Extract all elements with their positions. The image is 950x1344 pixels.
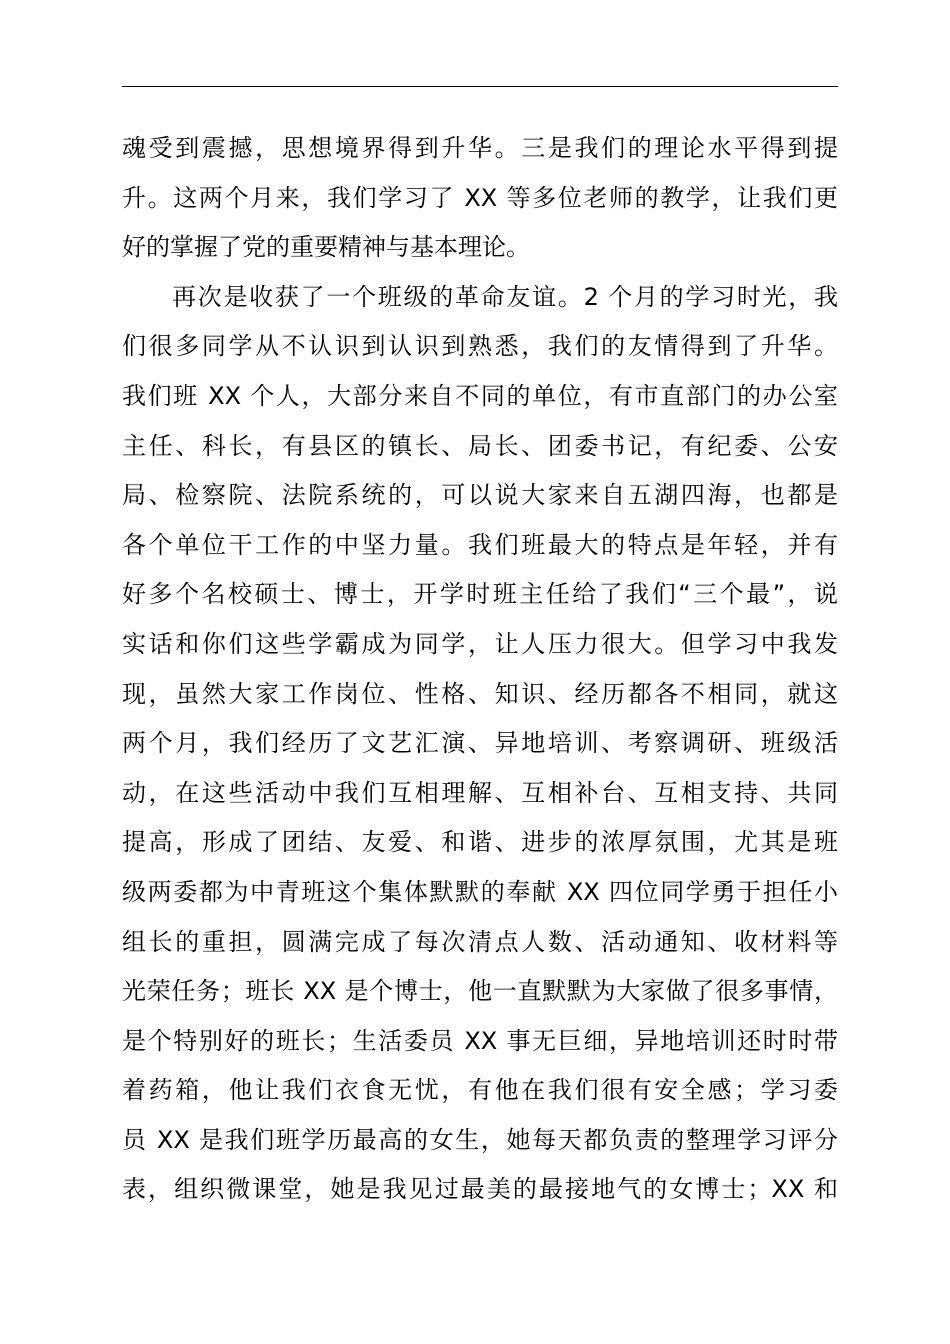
text-line: 好的掌握了党的重要精神与基本理论。 [122, 233, 530, 262]
paragraph-first-line: 再次是收获了一个班级的革命友谊。2 个月的学习时光，我 [172, 282, 838, 311]
text-line: 我们班 XX 个人，大部分来自不同的单位，有市直部门的办公室 [122, 381, 838, 410]
header-rule [122, 86, 838, 87]
text-line: 好多个名校硕士、博士，开学时班主任给了我们“三个最”，说 [122, 580, 838, 609]
document-body [122, 124, 838, 1215]
text-line: 主任、科长，有县区的镇长、局长、团委书记，有纪委、公安 [122, 431, 838, 460]
text-line: 现，虽然大家工作岗位、性格、知识、经历都各不相同，就这 [122, 679, 838, 708]
text-line: 组长的重担，圆满完成了每次清点人数、活动通知、收材料等 [122, 927, 838, 956]
text-line: 动，在这些活动中我们互相理解、互相补台、互相支持、共同 [122, 778, 838, 807]
text-line: 两个月，我们经历了文艺汇演、异地培训、考察调研、班级活 [122, 729, 838, 758]
text-line: 各个单位干工作的中坚力量。我们班最大的特点是年轻，并有 [122, 530, 838, 559]
text-line: 提高，形成了团结、友爱、和谐、进步的浓厚氛围，尤其是班 [122, 828, 838, 857]
text-line: 魂受到震撼，思想境界得到升华。三是我们的理论水平得到提 [122, 134, 838, 162]
text-line: 着药箱，他让我们衣食无忧，有他在我们很有安全感；学习委 [122, 1076, 838, 1105]
text-line: 员 XX 是我们班学历最高的女生，她每天都负责的整理学习评分 [122, 1125, 838, 1154]
text-line: 光荣任务；班长 XX 是个博士，他一直默默为大家做了很多事情， [122, 977, 838, 1006]
text-line: 升。这两个月来，我们学习了 XX 等多位老师的教学，让我们更 [122, 183, 838, 212]
text-line: 们很多同学从不认识到认识到熟悉，我们的友情得到了升华。 [122, 332, 838, 361]
text-line: 局、检察院、法院系统的，可以说大家来自五湖四海，也都是 [122, 481, 838, 510]
text-line: 表，组织微课堂，她是我见过最美的最接地气的女博士；XX 和 [122, 1175, 838, 1204]
text-line: 实话和你们这些学霸成为同学，让人压力很大。但学习中我发 [122, 629, 838, 658]
text-line: 是个特别好的班长；生活委员 XX 事无巨细，异地培训还时时带 [122, 1026, 838, 1055]
text-line: 级两委都为中青班这个集体默默的奉献 XX 四位同学勇于担任小 [122, 877, 838, 906]
